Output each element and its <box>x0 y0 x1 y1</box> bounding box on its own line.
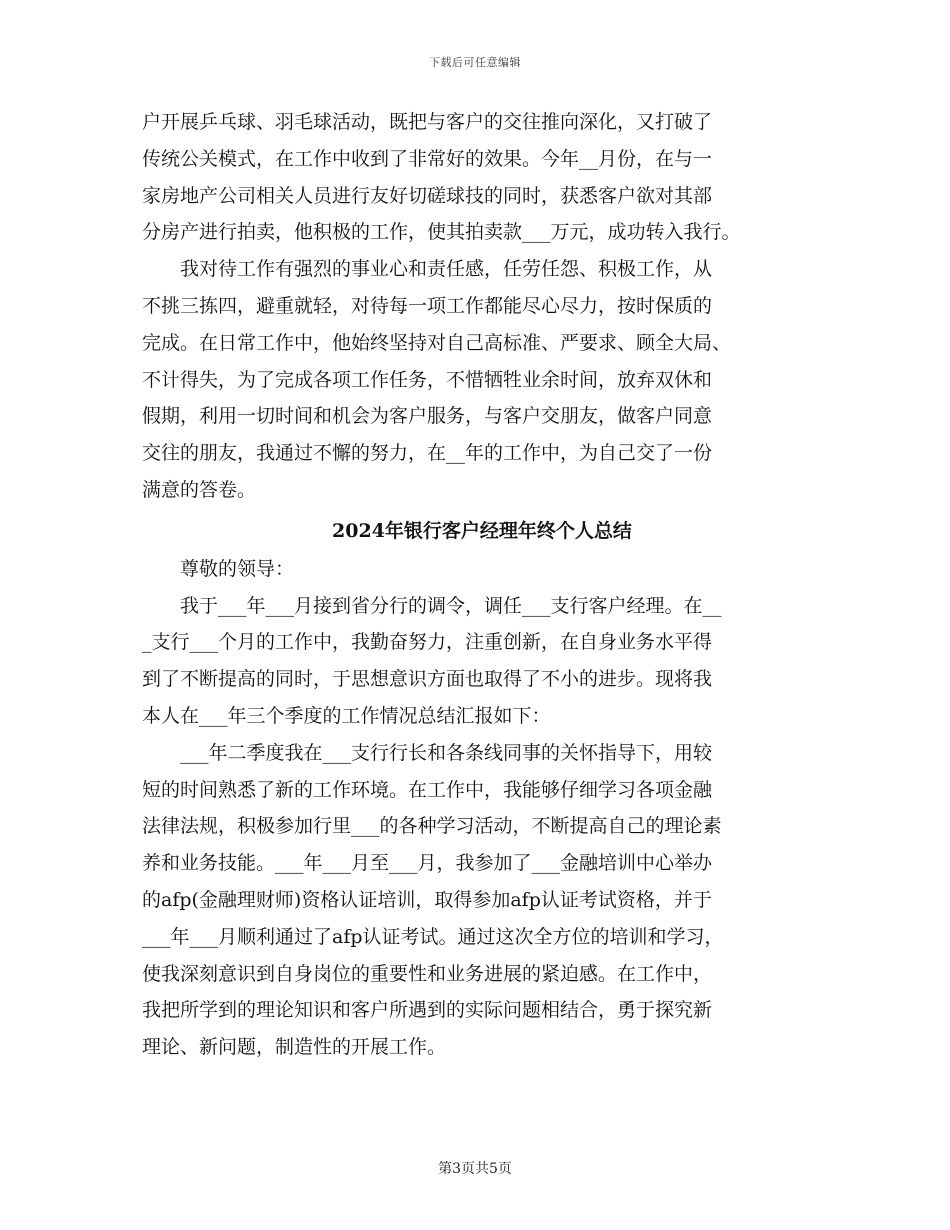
text-line: 户开展乒乓球、羽毛球活动，既把与客户的交往推向深化，又打破了 <box>142 111 713 133</box>
text-line: 假期，利用一切时间和机会为客户服务，与客户交朋友，做客户同意 <box>142 405 713 428</box>
text-line: 我于___年___月接到省分行的调令，调任___支行客户经理。在__ <box>142 594 722 617</box>
text-line: 的afp(金融理财师)资格认证培训，取得参加afp认证考试资格，并于 <box>142 888 712 911</box>
text-line: 传统公关模式，在工作中收到了非常好的效果。今年__月份，在与一 <box>142 147 713 170</box>
text-line: ___年二季度我在___支行行长和各条线同事的关怀指导下，用较 <box>142 741 713 764</box>
text-line: 完成。在日常工作中，他始终坚持对自己高标准、严要求、顾全大局、 <box>142 331 732 354</box>
text-line: 尊敬的领导： <box>142 557 295 580</box>
text-line: ___年___月顺利通过了afp认证考试。通过这次全方位的培训和学习， <box>142 925 724 948</box>
text-line: 满意的答卷。 <box>142 478 257 501</box>
text-line: 使我深刻意识到自身岗位的重要性和业务进展的紧迫感。在工作中， <box>142 962 713 985</box>
text-line: 我把所学到的理论知识和客户所遇到的实际问题相结合，勇于探究新 <box>142 999 713 1022</box>
page-footer: 第3页共5页 <box>438 1161 512 1177</box>
text-line: _支行___个月的工作中，我勤奋努力，注重创新，在自身业务水平得 <box>142 631 713 654</box>
text-line: 分房产进行拍卖，他积极的工作，使其拍卖款___万元，成功转入我行。 <box>142 221 741 244</box>
text-line: 我对待工作有强烈的事业心和责任感，任劳任怨、积极工作，从 <box>142 258 713 281</box>
page-header: 下载后可任意编辑 <box>429 56 521 69</box>
text-line: 本人在___年三个季度的工作情况总结汇报如下： <box>142 704 551 727</box>
section-title: 2024年银行客户经理年终个人总结 <box>332 519 632 542</box>
text-line: 法律法规，积极参加行里___的各种学习活动，不断提高自己的理论素 <box>142 815 722 838</box>
paragraph-block-summary <box>142 551 822 1066</box>
text-line: 交往的朋友，我通过不懈的努力，在__年的工作中，为自己交了一份 <box>142 442 713 465</box>
text-line: 不计得失，为了完成各项工作任务，不惜牺牲业余时间，放弃双休和 <box>142 368 713 391</box>
text-line: 不挑三拣四，避重就轻，对待每一项工作都能尽心尽力，按时保质的 <box>142 294 713 317</box>
text-line: 家房地产公司相关人员进行友好切磋球技的同时，获悉客户欲对其部 <box>142 184 713 207</box>
text-line: 短的时间熟悉了新的工作环境。在工作中，我能够仔细学习各项金融 <box>142 778 713 801</box>
paragraph-block-previous <box>142 104 822 509</box>
text-line: 养和业务技能。___年___月至___月，我参加了___金融培训中心举办 <box>142 852 713 875</box>
text-line: 到了不断提高的同时，于思想意识方面也取得了不小的进步。现将我 <box>142 668 713 691</box>
document-body <box>142 104 822 1066</box>
text-line: 理论、新问题，制造性的开展工作。 <box>142 1036 447 1059</box>
